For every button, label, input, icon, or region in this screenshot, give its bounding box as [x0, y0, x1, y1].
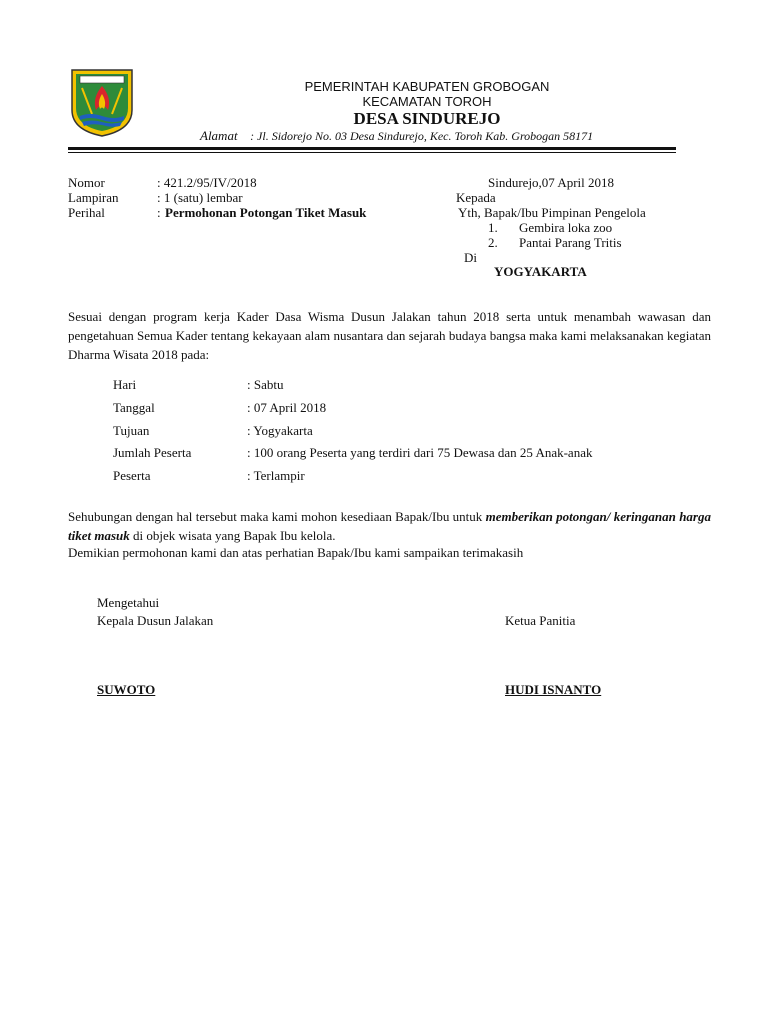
signature-left-title: Mengetahui	[97, 595, 160, 610]
request-paragraph	[68, 507, 711, 545]
intro-paragraph: Sesuai dengan program kerja Kader Dasa Wisma Dusun Jalakan tahun 2018 serta untuk menambah wawasan dan pengetahuan Semua Kader tentang kekayaan alam nusantara dan sejarah budaya bangsa maka kami melaksanakan kegiatan Dharma Wisata 2018 pada:	[68, 309, 711, 362]
address-text: : Jl. Sidorejo No. 03 Desa Sindurejo, Kec. Toroh Kab. Grobogan 58171	[250, 129, 594, 143]
detail-label: Tanggal	[113, 400, 155, 415]
perihal-value: Permohonan Potongan Tiket Masuk	[165, 205, 367, 220]
detail-label: Peserta	[113, 468, 151, 483]
signature-left-name: SUWOTO	[97, 682, 156, 697]
header-government: PEMERINTAH KABUPATEN GROBOGAN	[304, 79, 550, 94]
detail-value: : Sabtu	[247, 377, 284, 392]
place-date: Sindurejo,07 April 2018	[488, 175, 615, 190]
signature-right-name: HUDI ISNANTO	[505, 682, 602, 697]
signature-left-position: Kepala Dusun Jalakan	[97, 613, 214, 628]
kepada-label: Kepada	[456, 190, 496, 205]
request-text-pre: Sehubungan dengan hal tersebut maka kami mohon kesediaan Bapak/Ibu untuk	[68, 509, 486, 524]
address-line	[200, 128, 593, 144]
lampiran-value: : 1 (satu) lembar	[157, 190, 243, 205]
request-text-post: di objek wisata yang Bapak Ibu kelola.	[129, 528, 336, 543]
detail-value: : 100 orang Peserta yang terdiri dari 75 Dewasa dan 25 Anak-anak	[247, 445, 593, 460]
detail-value: : 07 April 2018	[247, 400, 327, 415]
di-label: Di	[464, 250, 477, 265]
recipient-item-num: 2.	[488, 235, 498, 250]
signature-right-position: Ketua Panitia	[505, 613, 576, 628]
header-rule-thick	[68, 147, 676, 150]
detail-label: Tujuan	[113, 423, 150, 438]
detail-value: : Terlampir	[247, 468, 305, 483]
recipient-item-num: 1.	[488, 220, 498, 235]
detail-label: Hari	[113, 377, 137, 392]
detail-label: Jumlah Peserta	[113, 445, 192, 460]
perihal-label: Perihal	[68, 205, 105, 220]
header-rule-thin	[68, 152, 676, 153]
recipient-item-text: Pantai Parang Tritis	[519, 235, 622, 250]
lampiran-label: Lampiran	[68, 190, 119, 205]
closing-sentence: Demikian permohonan kami dan atas perhatian Bapak/Ibu kami sampaikan terimakasih	[68, 545, 524, 560]
header-district: KECAMATAN TOROH	[362, 94, 492, 109]
perihal-colon: :	[157, 205, 161, 220]
recipient-yth: Yth, Bapak/Ibu Pimpinan Pengelola	[458, 205, 646, 220]
detail-value: : Yogyakarta	[247, 423, 313, 438]
recipient-item-text: Gembira loka zoo	[519, 220, 613, 235]
header-village: DESA SINDUREJO	[353, 109, 501, 128]
nomor-value: : 421.2/95/IV/2018	[157, 175, 257, 190]
address-label: Alamat	[200, 128, 238, 143]
regency-emblem-logo	[68, 64, 136, 138]
recipient-city: YOGYAKARTA	[494, 264, 587, 279]
request-text-emphasis: memberikan potongan/ keringanan harga tiket masuk	[68, 509, 711, 543]
nomor-label: Nomor	[68, 175, 105, 190]
